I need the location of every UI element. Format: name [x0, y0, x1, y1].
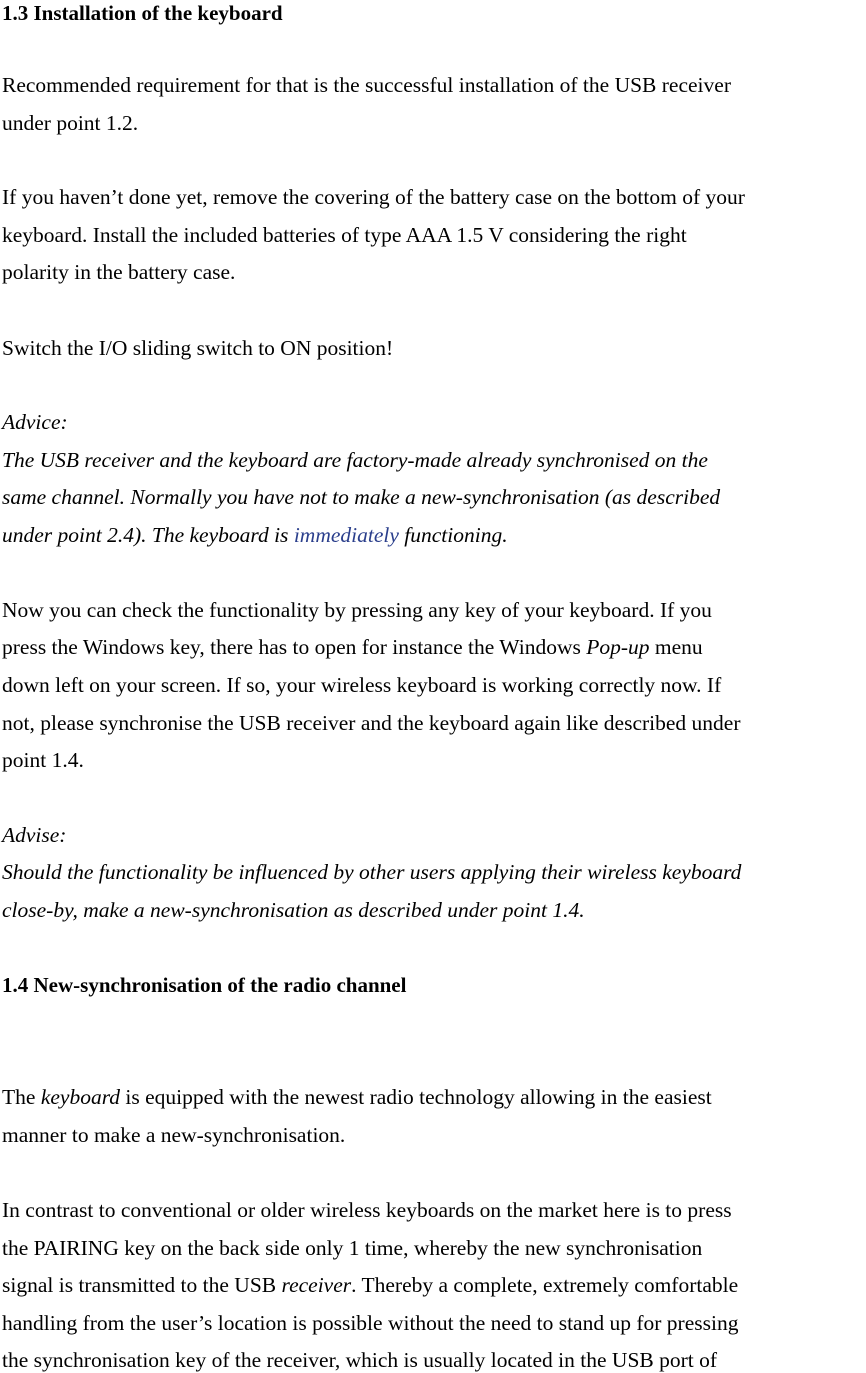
paragraph-line: under point 1.2. [2, 111, 139, 135]
advice-label: Advice: [2, 410, 68, 434]
paragraph-line: the PAIRING key on the back side only 1 time, whereby the new synchronisation [2, 1236, 703, 1260]
advice-line: same channel. Normally you have not to make a new-synchronisation (as described [2, 485, 721, 509]
italic-term: receiver [281, 1273, 352, 1297]
paragraph-text: The [2, 1085, 41, 1109]
paragraph-line: manner to make a new-synchronisation. [2, 1123, 346, 1147]
section-1-3-heading: 1.3 Installation of the keyboard [2, 1, 283, 25]
paragraph-text: is equipped with the newest radio technology allowing in the easiest [120, 1085, 712, 1109]
paragraph-line: If you haven’t done yet, remove the covering of the battery case on the bottom of your [2, 185, 745, 209]
advice-line [2, 522, 508, 548]
paragraph-line: down left on your screen. If so, your wireless keyboard is working correctly now. If [2, 673, 722, 697]
section-1-4-heading: 1.4 New-synchronisation of the radio channel [2, 973, 407, 997]
paragraph-line: In contrast to conventional or older wireless keyboards on the market here is to press [2, 1198, 732, 1222]
paragraph-line [2, 1272, 738, 1298]
paragraph-line [2, 1084, 712, 1110]
paragraph-line: Switch the I/O sliding switch to ON position! [2, 336, 394, 360]
paragraph-line: polarity in the battery case. [2, 260, 236, 284]
advise-line: close-by, make a new-synchronisation as described under point 1.4. [2, 898, 585, 922]
paragraph-line: point 1.4. [2, 748, 84, 772]
paragraph-text: press the Windows key, there has to open for instance the Windows [2, 635, 587, 659]
paragraph-line: Now you can check the functionality by pressing any key of your keyboard. If you [2, 598, 712, 622]
advice-text: functioning. [398, 523, 508, 547]
italic-term: keyboard [40, 1085, 121, 1109]
advise-label: Advise: [2, 823, 67, 847]
paragraph-text: . Thereby a complete, extremely comfortable [351, 1273, 739, 1297]
paragraph-line: the synchronisation key of the receiver, which is usually located in the USB port of [2, 1348, 718, 1372]
paragraph-line [2, 634, 703, 660]
highlighted-word: immediately [293, 523, 399, 547]
paragraph-text: menu [649, 635, 703, 659]
paragraph-line: not, please synchronise the USB receiver and the keyboard again like described under [2, 711, 741, 735]
advise-line: Should the functionality be influenced by other users applying their wireless keyboard [2, 860, 742, 884]
paragraph-line: Recommended requirement for that is the successful installation of the USB receiver [2, 73, 731, 97]
paragraph-text: signal is transmitted to the USB [2, 1273, 282, 1297]
paragraph-line: keyboard. Install the included batteries of type AAA 1.5 V considering the right [2, 223, 687, 247]
italic-term: Pop-up [586, 635, 650, 659]
paragraph-line: handling from the user’s location is possible without the need to stand up for pressing [2, 1311, 739, 1335]
advice-text: under point 2.4). The keyboard is [2, 523, 294, 547]
advice-line: The USB receiver and the keyboard are factory-made already synchronised on the [2, 448, 708, 472]
